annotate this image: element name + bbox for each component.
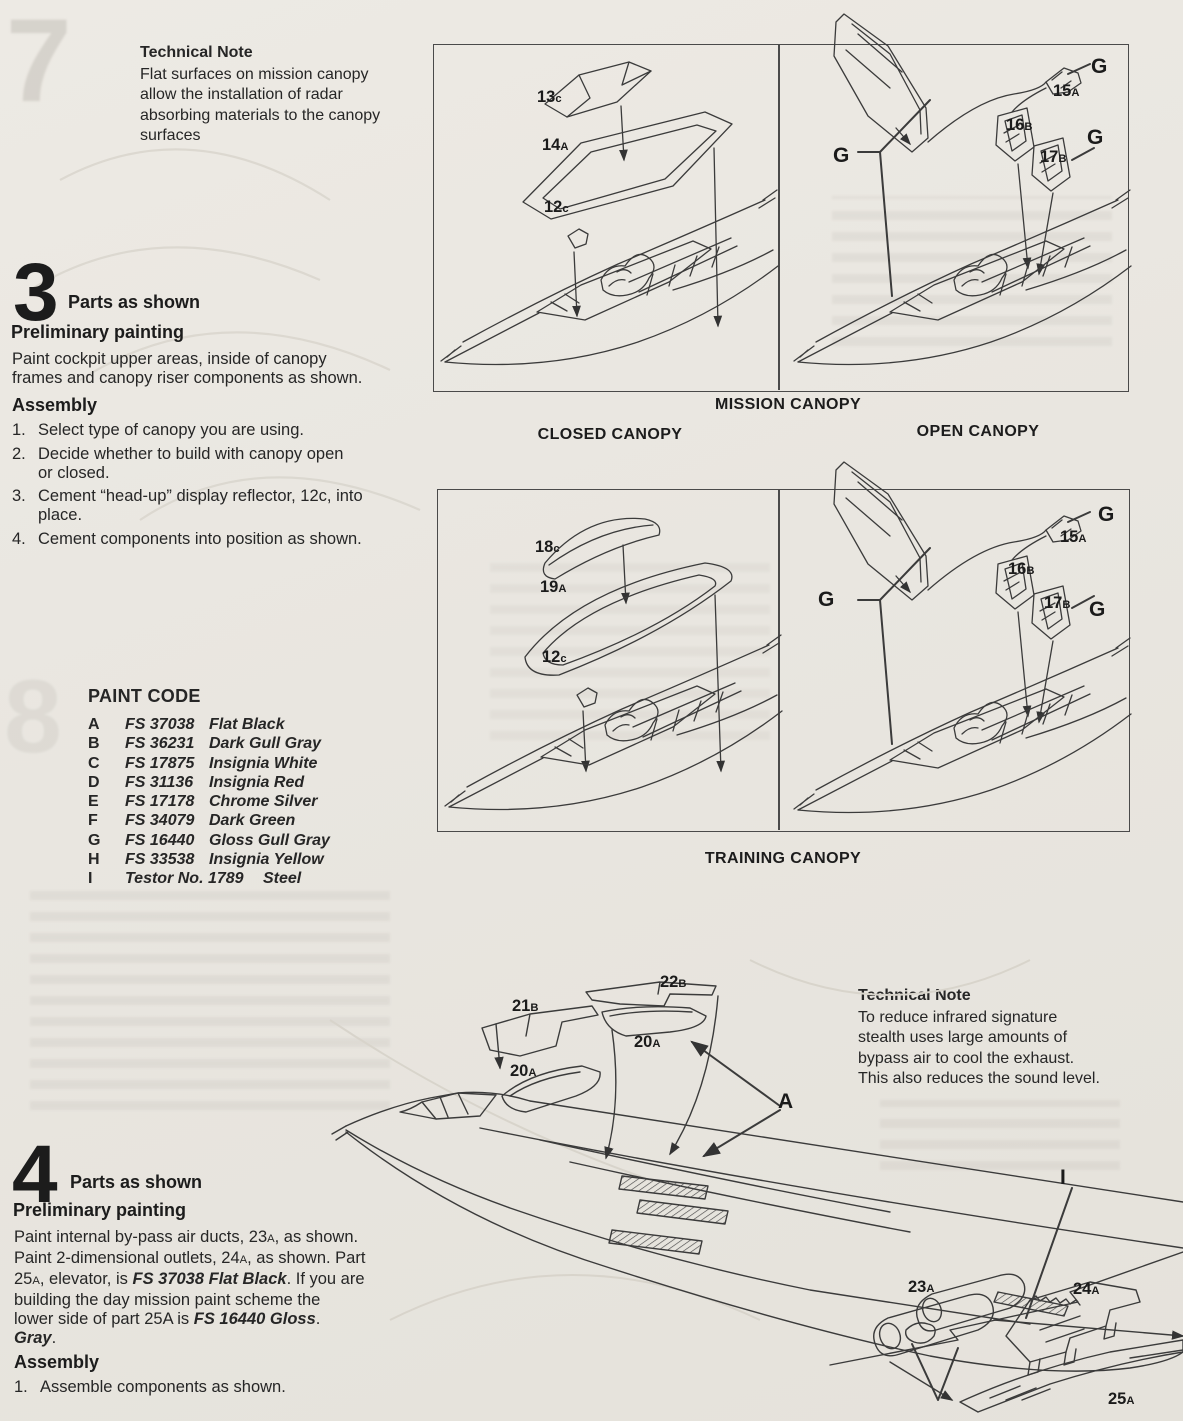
paint-code-row: I Testor No. 1789 Steel [88, 870, 302, 888]
part-label-20a: 20A [510, 1062, 537, 1080]
step-3-preliminary-painting: Preliminary painting [11, 322, 185, 342]
diagram-mission-open [778, 2, 1127, 390]
caption-mission-canopy: MISSION CANOPY [714, 396, 862, 413]
paint-code-row: B FS 36231 Dark Gull Gray [88, 735, 322, 753]
part-label-15a: 15A [1060, 528, 1087, 546]
step-4-number: 4 [12, 1129, 56, 1220]
technical-note-title: Technical Note [858, 987, 971, 1004]
paint-callout-g: G [833, 144, 850, 167]
paint-code-title: PAINT CODE [88, 686, 201, 706]
list-item: 1. Assemble components as shown. [14, 1378, 286, 1396]
technical-note-line: This also reduces the sound level. [858, 1070, 1100, 1087]
step-3-heading: Parts as shown [68, 292, 201, 312]
step-4-preliminary-painting: Preliminary painting [13, 1200, 187, 1220]
technical-note-line: surfaces [140, 127, 201, 144]
part-label-21b: 21B [512, 997, 539, 1015]
list-item: 3. Cement “head-up” display reflector, 12c, into place. [12, 487, 363, 525]
part-label-12c: 12c [542, 648, 567, 666]
technical-note-top [140, 43, 410, 147]
paint-code-row: H FS 33538 Insignia Yellow [88, 851, 324, 869]
technical-note-line: To reduce infrared signature [858, 1008, 1058, 1026]
ghost-numeral-7: 7 [6, 0, 72, 127]
technical-note-line: stealth uses large amounts of [858, 1029, 1068, 1046]
part-label-23a: 23A [908, 1278, 935, 1296]
part-label-17b: 17B [1040, 148, 1067, 166]
diagram-exhaust-assembly [330, 900, 1183, 1421]
caption-closed-canopy: CLOSED CANOPY [537, 426, 683, 443]
technical-note-title: Technical Note [140, 44, 253, 61]
technical-note-line: absorbing materials to the canopy [140, 106, 381, 124]
paint-callout-i: I [1060, 1166, 1066, 1189]
part-label-24a: 24A [1073, 1280, 1100, 1298]
caption-open-canopy: OPEN CANOPY [916, 423, 1040, 440]
list-item: 4. Cement components into position as shown. [12, 529, 362, 548]
step-4-assembly-heading: Assembly [14, 1352, 100, 1372]
paint-code-table [88, 686, 330, 890]
step-3-assembly-list [12, 421, 412, 554]
technical-note-line: bypass air to cool the exhaust. [858, 1049, 1075, 1067]
paint-callout-g: G [1089, 598, 1106, 621]
part-label-15a: 15A [1053, 82, 1080, 100]
list-item: 2. Decide whether to build with canopy open or closed. [12, 444, 344, 482]
list-item: 1. Select type of canopy you are using. [12, 421, 304, 439]
paint-callout-g: G [1091, 55, 1108, 78]
paint-callout-g: G [1098, 503, 1115, 526]
paint-callout-g: G [818, 588, 835, 611]
paint-code-row: D FS 31136 Insignia Red [88, 773, 305, 791]
diagram-training-closed [437, 485, 782, 835]
part-label-13c: 13c [537, 88, 562, 106]
part-label-19a: 19A [540, 578, 567, 596]
part-label-22b: 22B [660, 973, 687, 991]
paint-callout-a: A [778, 1090, 794, 1113]
paint-callout-g: G [1087, 126, 1104, 149]
ghost-numeral-8: 8 [4, 659, 62, 775]
technical-note-line: Flat surfaces on mission canopy [140, 65, 369, 83]
step-3-number: 3 [13, 247, 57, 338]
diagram-training-open [778, 450, 1127, 838]
part-label-20a: 20A [634, 1033, 661, 1051]
step-3-assembly-heading: Assembly [12, 395, 98, 415]
paint-code-row: A FS 37038 Flat Black [88, 716, 285, 733]
paint-code-row: E FS 17178 Chrome Silver [88, 793, 318, 811]
diagram-mission-closed [433, 40, 778, 390]
part-label-12c: 12c [544, 198, 569, 216]
part-label-17b: 17B [1044, 594, 1071, 612]
part-label-16b: 16B [1008, 560, 1035, 578]
step-4-painting-text: Paint internal by-pass air ducts, 23A, as shown. Paint 2-dimensional outlets, 24A, as shown. Part 25A, elevator, is FS 37038 Flat Black. If you are building the day mission paint scheme the lower side of part 25A is FS 16440 Gloss. Gray. [14, 1228, 366, 1347]
caption-training-canopy: TRAINING CANOPY [704, 850, 862, 867]
paint-code-row: G FS 16440 Gloss Gull Gray [88, 831, 330, 849]
step-3-painting-text: Paint cockpit upper areas, inside of canopy frames and canopy riser components as shown. [12, 350, 363, 387]
part-label-18c: 18c [535, 538, 560, 556]
step-4-heading: Parts as shown [70, 1172, 203, 1192]
part-label-25a: 25A [1108, 1390, 1135, 1408]
part-label-14a: 14A [542, 136, 569, 154]
part-label-16b: 16B [1006, 116, 1033, 134]
technical-note-line: allow the installation of radar [140, 86, 343, 103]
paint-code-row: F FS 34079 Dark Green [88, 812, 296, 830]
paint-code-row: C FS 17875 Insignia White [88, 754, 318, 772]
